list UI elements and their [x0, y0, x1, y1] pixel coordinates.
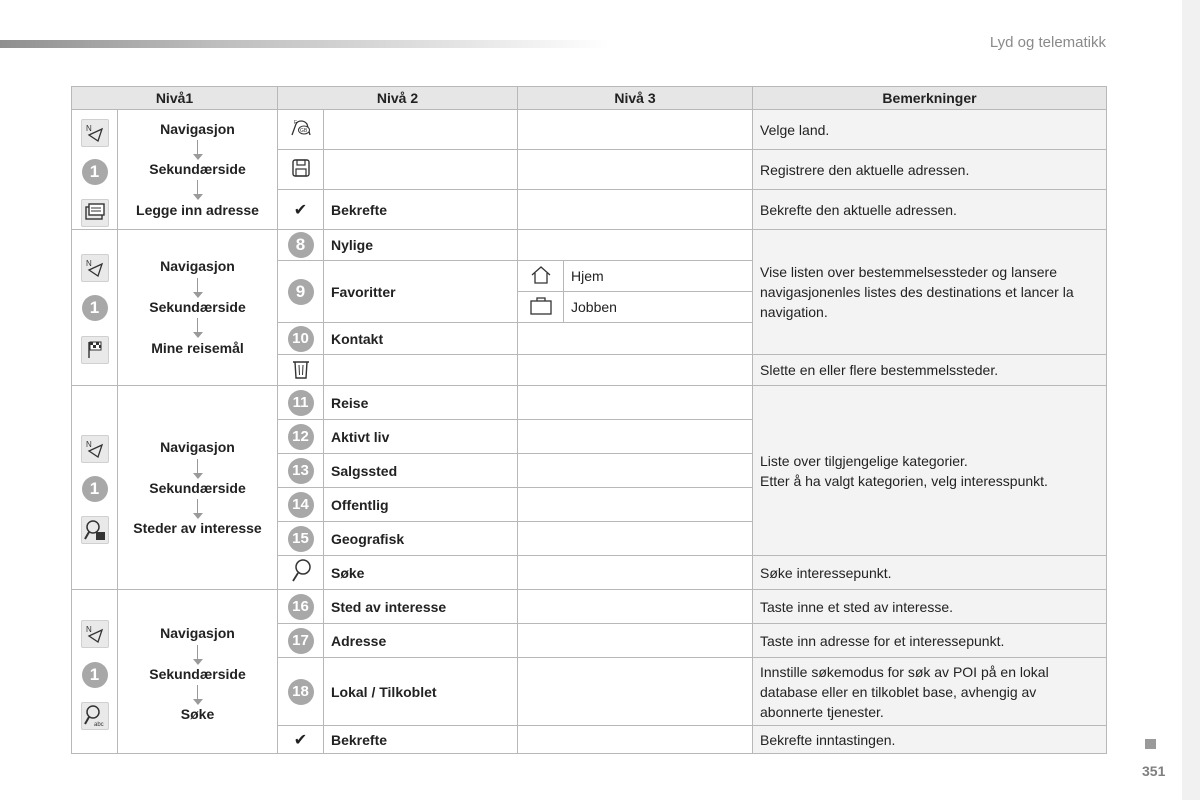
group2-path: [118, 230, 278, 386]
level2-label: Søke: [324, 556, 518, 590]
path-step-mine-reisemal: Mine reisemål: [151, 340, 244, 356]
down-arrow-icon: [193, 278, 203, 298]
level2-badge-cell: [278, 488, 324, 522]
level2-label: Sted av interesse: [324, 590, 518, 624]
navigation-icon: [81, 620, 109, 648]
level2-empty: [324, 355, 518, 386]
level3-empty: [518, 420, 753, 454]
level2-label: Geografisk: [324, 522, 518, 556]
col-header-level1: Nivå1: [72, 87, 278, 110]
level3-label: Jobben: [564, 292, 753, 323]
remark-cell: Vise listen over bestemmelsessteder og lansere navigasjonenles listes des destinations et lancer la navigation.: [753, 230, 1107, 355]
path-step-sekundaerside: Sekundærside: [149, 480, 246, 496]
secondary-page-badge: 1: [82, 662, 108, 688]
level3-empty: [518, 230, 753, 261]
svg-text:GB: GB: [299, 128, 307, 134]
briefcase-icon: [529, 296, 553, 316]
section-title: Lyd og telematikk: [989, 34, 1106, 51]
save-icon: [290, 157, 312, 179]
group3-path: [118, 386, 278, 590]
level2-label: Aktivt liv: [324, 420, 518, 454]
level2-badge-cell: [278, 386, 324, 420]
svg-text:N: N: [85, 625, 92, 634]
level3-label: Hjem: [564, 261, 753, 292]
button-number-badge: 11: [288, 390, 314, 416]
navigation-icon: [81, 119, 109, 147]
remark-cell: [753, 386, 1107, 556]
level3-empty: [518, 355, 753, 386]
remark-line: Liste over tilgjengelige kategorier.: [760, 452, 968, 469]
button-number-badge: 15: [288, 526, 314, 552]
home-icon: [530, 265, 552, 285]
remark-cell: Taste inn adresse for et interessepunkt.: [753, 624, 1107, 658]
level2-label: Lokal / Tilkoblet: [324, 658, 518, 726]
level3-empty: [518, 190, 753, 230]
level2-label: Salgssted: [324, 454, 518, 488]
table-row: [72, 386, 1107, 420]
path-step-navigasjon: Navigasjon: [160, 439, 235, 455]
path-step-sekundaerside: Sekundærside: [149, 299, 246, 315]
level2-empty: [324, 110, 518, 150]
path-step-navigasjon: Navigasjon: [160, 258, 235, 274]
button-number-badge: 18: [288, 679, 314, 705]
level3-empty: [518, 386, 753, 420]
path-step-sekundaerside: Sekundærside: [149, 666, 246, 682]
text-search-icon: [81, 702, 109, 730]
country-select-icon: [288, 115, 314, 141]
checkmark-icon: ✔: [293, 201, 308, 219]
remark-cell: Velge land.: [753, 110, 1107, 150]
level3-empty: [518, 488, 753, 522]
level2-icon-cell: [278, 150, 324, 190]
table-header-row: [72, 87, 1107, 110]
level2-label: Offentlig: [324, 488, 518, 522]
level3-empty: [518, 150, 753, 190]
group3-icons: [72, 386, 118, 590]
group2-icons: [72, 230, 118, 386]
down-arrow-icon: [193, 645, 203, 665]
col-header-level2: Nivå 2: [278, 87, 518, 110]
search-icon: [289, 558, 313, 584]
level2-badge-cell: [278, 420, 324, 454]
remark-cell: Søke interessepunkt.: [753, 556, 1107, 590]
button-number-badge: 13: [288, 458, 314, 484]
level2-label: Reise: [324, 386, 518, 420]
level2-label: Adresse: [324, 624, 518, 658]
svg-text:N: N: [85, 124, 92, 133]
button-number-badge: 9: [288, 279, 314, 305]
secondary-page-badge: 1: [82, 295, 108, 321]
remark-cell: Bekrefte den aktuelle adressen.: [753, 190, 1107, 230]
path-step-navigasjon: Navigasjon: [160, 121, 235, 137]
remark-cell: Slette en eller flere bestemmelssteder.: [753, 355, 1107, 386]
down-arrow-icon: [193, 140, 203, 160]
points-of-interest-icon: [81, 516, 109, 544]
secondary-page-badge: 1: [82, 159, 108, 185]
abc-label: abc: [93, 722, 104, 728]
path-step-sekundaerside: Sekundærside: [149, 161, 246, 177]
page-marker: [1145, 739, 1156, 749]
trash-icon: [291, 358, 311, 380]
svg-text:N: N: [85, 440, 92, 449]
group1-path: [118, 110, 278, 230]
level3-empty: [518, 522, 753, 556]
level2-label: Kontakt: [324, 323, 518, 355]
svg-text:F: F: [293, 120, 297, 126]
level2-icon-cell: [278, 110, 324, 150]
remark-line: Etter å ha valgt kategorien, velg interesspunkt.: [760, 472, 1048, 489]
checkered-flag-icon: [81, 336, 109, 364]
group1-icons: [72, 110, 118, 230]
button-number-badge: 16: [288, 594, 314, 620]
level2-badge-cell: [278, 590, 324, 624]
level3-empty: [518, 454, 753, 488]
button-number-badge: 12: [288, 424, 314, 450]
enter-address-icon: [81, 199, 109, 227]
path-step-steder-av-interesse: Steder av interesse: [133, 520, 262, 536]
level3-icon-cell: [518, 261, 564, 292]
down-arrow-icon: [193, 180, 203, 200]
checkmark-icon: ✔: [293, 731, 308, 749]
remark-cell: Registrere den aktuelle adressen.: [753, 150, 1107, 190]
path-step-legge-inn-adresse: Legge inn adresse: [136, 202, 259, 218]
remark-cell: Taste inne et sted av interesse.: [753, 590, 1107, 624]
level3-empty: [518, 658, 753, 726]
level3-empty: [518, 110, 753, 150]
level2-label: Bekrefte: [324, 726, 518, 754]
down-arrow-icon: [193, 499, 203, 519]
col-header-level3: Nivå 3: [518, 87, 753, 110]
group4-path: [118, 590, 278, 754]
button-number-badge: 17: [288, 628, 314, 654]
down-arrow-icon: [193, 459, 203, 479]
level2-icon-cell: [278, 190, 324, 230]
down-arrow-icon: [193, 318, 203, 338]
navigation-menu-table: [71, 86, 1107, 754]
header-gradient-bar: [0, 40, 610, 48]
level2-badge-cell: [278, 522, 324, 556]
navigation-icon: [81, 254, 109, 282]
level2-badge-cell: [278, 230, 324, 261]
level2-badge-cell: [278, 323, 324, 355]
level2-label: Nylige: [324, 230, 518, 261]
level2-badge-cell: [278, 261, 324, 323]
level2-badge-cell: [278, 454, 324, 488]
level2-icon-cell: [278, 556, 324, 590]
table-row: [72, 110, 1107, 150]
level2-badge-cell: [278, 658, 324, 726]
button-number-badge: 10: [288, 326, 314, 352]
col-header-remarks: Bemerkninger: [753, 87, 1107, 110]
page-number: 351: [1142, 763, 1166, 779]
secondary-page-badge: 1: [82, 476, 108, 502]
path-step-navigasjon: Navigasjon: [160, 625, 235, 641]
group4-icons: [72, 590, 118, 754]
down-arrow-icon: [193, 685, 203, 705]
navigation-icon: [81, 435, 109, 463]
level3-empty: [518, 726, 753, 754]
level2-icon-cell: [278, 726, 324, 754]
remark-cell: Bekrefte inntastingen.: [753, 726, 1107, 754]
svg-text:N: N: [85, 259, 92, 268]
level3-empty: [518, 624, 753, 658]
remark-cell: Innstille søkemodus for søk av POI på en lokal database eller en tilkoblet base, avhengig av abonnerte tjenester.: [753, 658, 1107, 726]
level2-label: Bekrefte: [324, 190, 518, 230]
level3-icon-cell: [518, 292, 564, 323]
button-number-badge: 8: [288, 232, 314, 258]
table-row: [72, 230, 1107, 261]
page-edge-strip: [1182, 0, 1200, 800]
level2-icon-cell: [278, 355, 324, 386]
level2-badge-cell: [278, 624, 324, 658]
level3-empty: [518, 590, 753, 624]
button-number-badge: 14: [288, 492, 314, 518]
level3-empty: [518, 323, 753, 355]
path-step-soke: Søke: [180, 706, 215, 722]
level2-label: Favoritter: [324, 261, 518, 323]
level2-empty: [324, 150, 518, 190]
table-row: [72, 590, 1107, 624]
level3-empty: [518, 556, 753, 590]
